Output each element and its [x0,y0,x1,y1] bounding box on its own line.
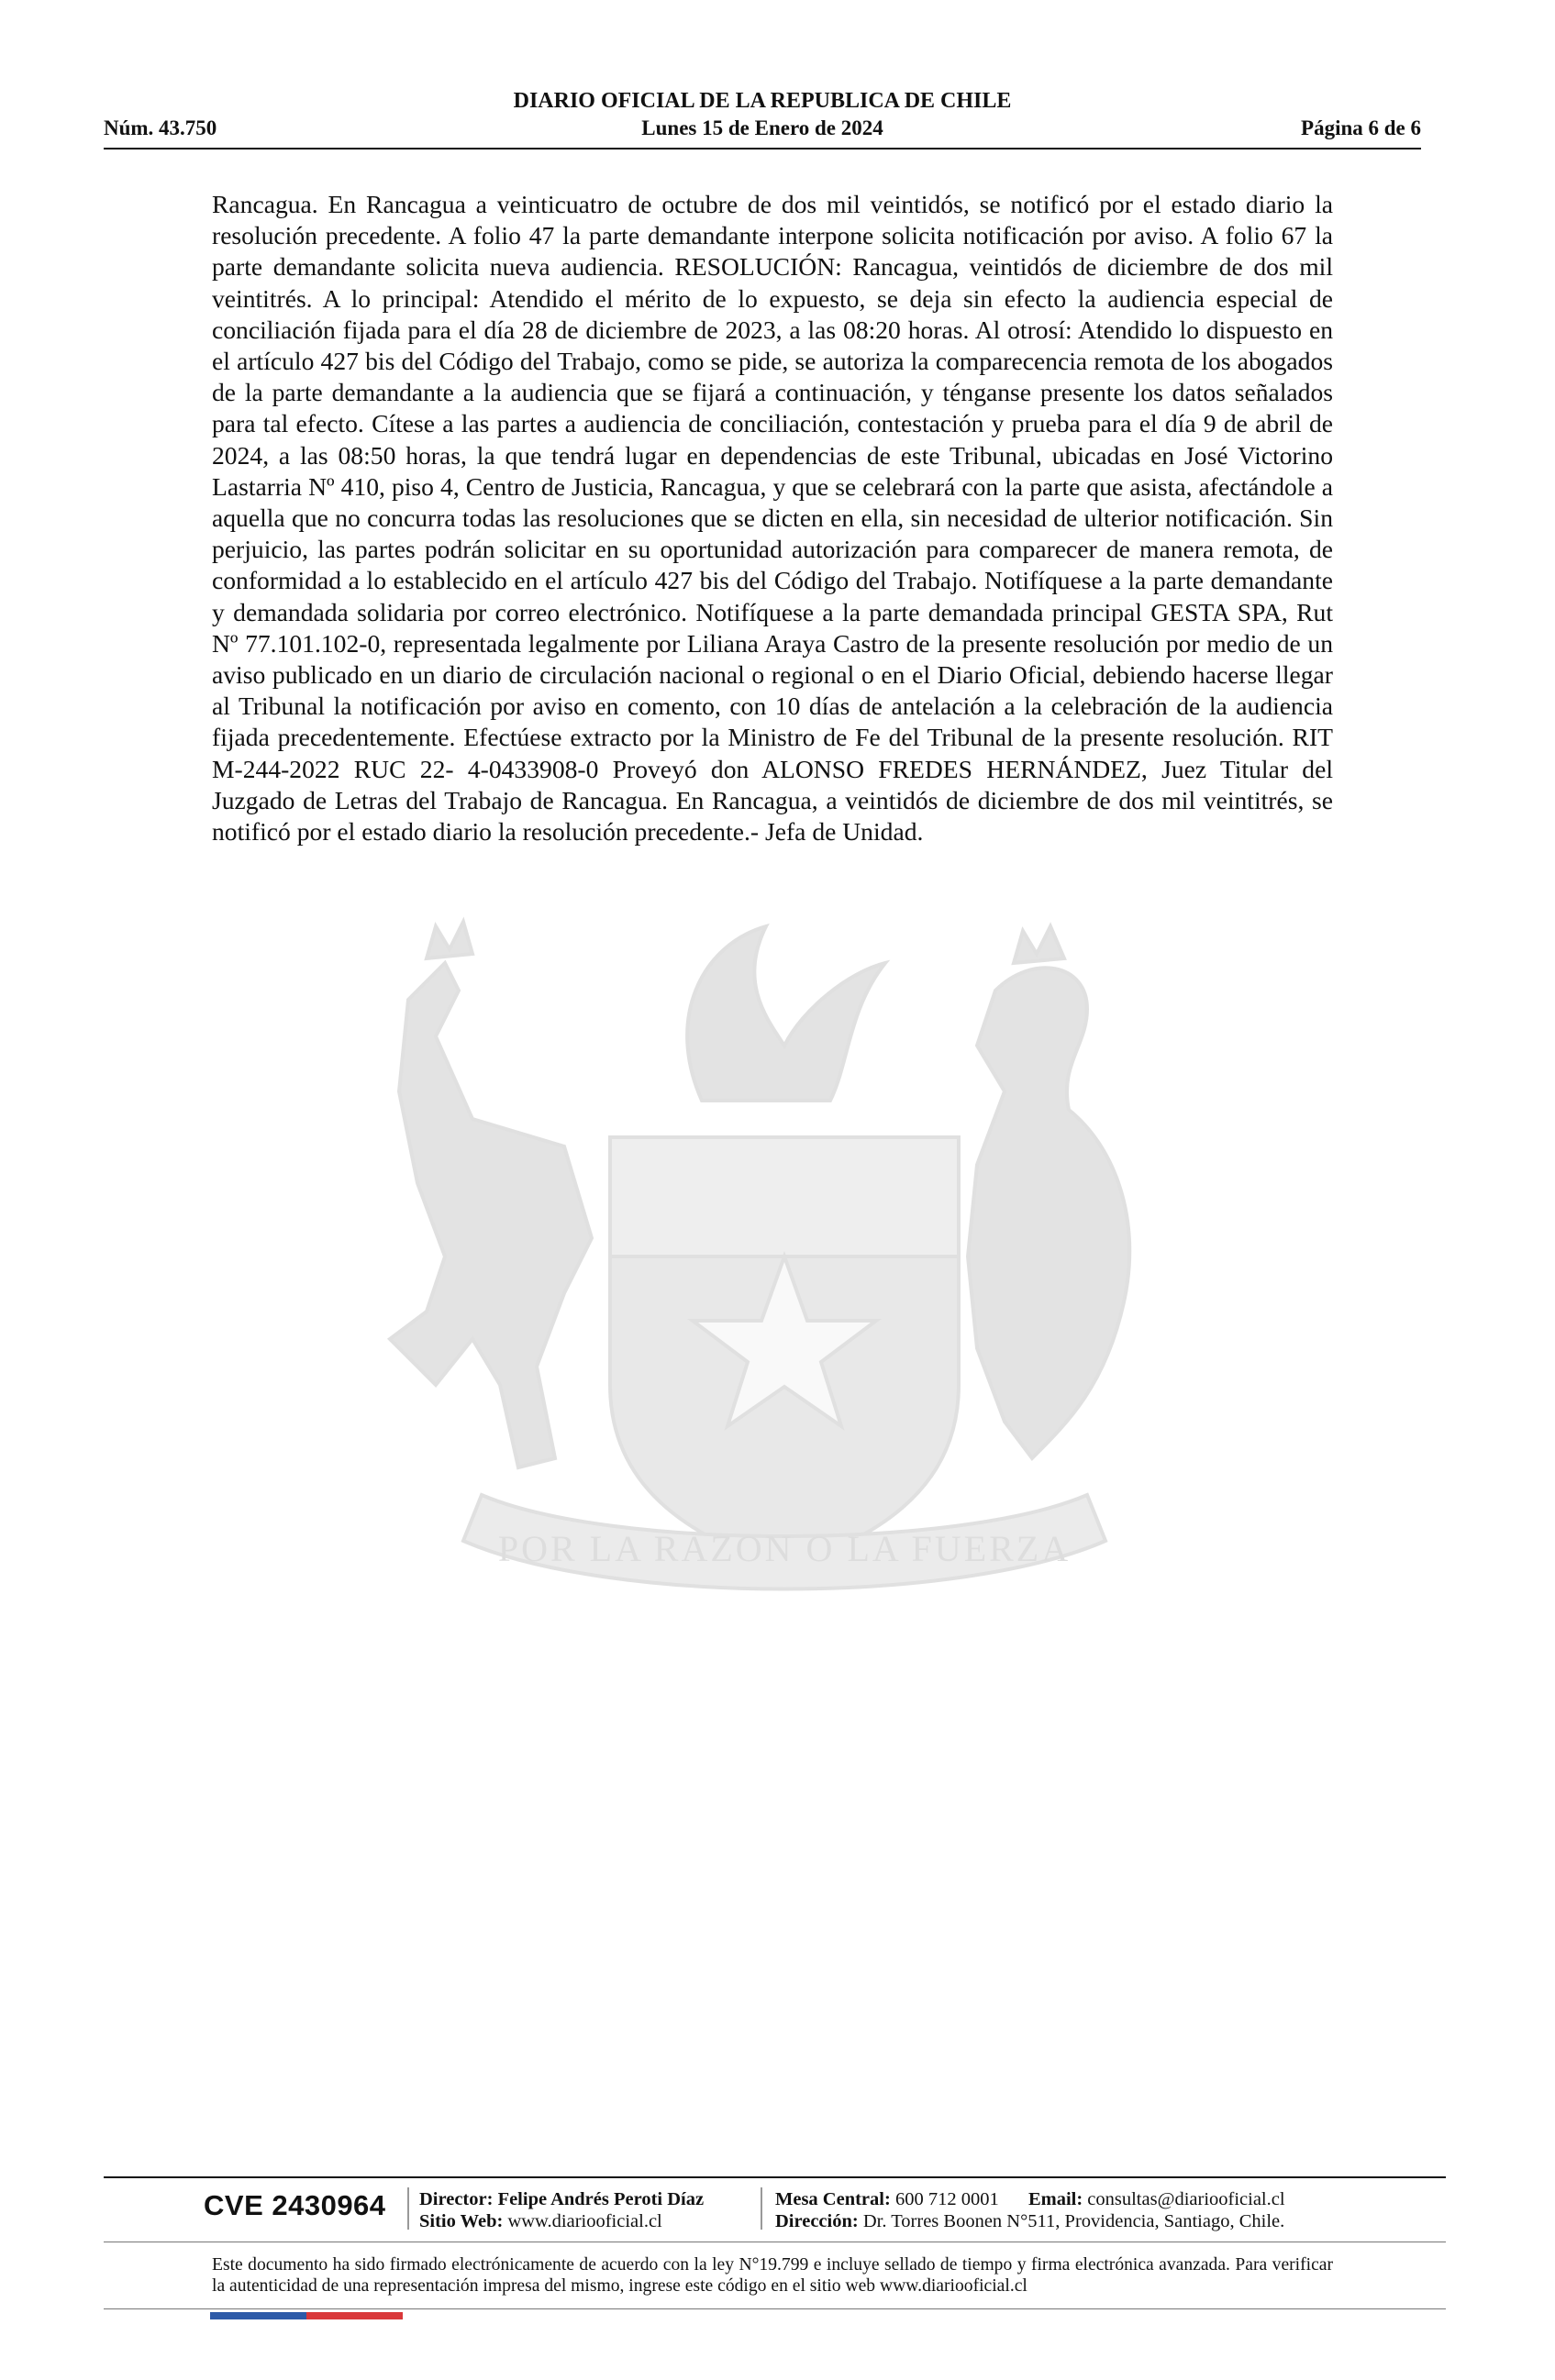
website-label: Sitio Web: [419,2211,504,2231]
issue-date: Lunes 15 de Enero de 2024 [641,116,883,139]
director-name: Felipe Andrés Peroti Díaz [497,2189,705,2209]
footer-contact-block [775,2188,1285,2232]
email-link[interactable]: consultas@diariooficial.cl [1087,2189,1285,2209]
document-body: Rancagua. En Rancagua a veinticuatro de octubre de dos mil veintidós, se notificó por el estado diario la resolución precedente. A folio 47 la parte demandante interpone solicita notificación por aviso. A folio 67 la parte demandante solicita nueva audiencia. RESOLUCIÓN: Rancagua, veintidós de diciembre de dos mil veintitrés. A lo principal: Atendido el mérito de lo expuesto, se deja sin efecto la audiencia especial de conciliación fijada para el día 28 de diciembre de 2023, a las 08:20 horas. Al otrosí: Atendido lo dispuesto en el artículo 427 bis del Código del Trabajo, como se pide, se autoriza la comparecencia remota de los abogados de la parte demandante a la audiencia que se fijará a continuación, y ténganse presente los datos señalados para tal efecto. Cítese a las partes a audiencia de conciliación, contestación y prueba para el día 9 de abril de 2024, a las 08:50 horas, la que tendrá lugar en dependencias de este Tribunal, ubicadas en José Victorino Lastarria Nº 410, piso 4, Centro de Justicia, Rancagua, y que se celebrará con la parte que asista, afectándole a aquella que no concurra todas las resoluciones que se dicten en ella, sin necesidad de ulterior notificación. Sin perjuicio, las partes podrán solicitar en su oportunidad autorización para comparecer de manera remota, de conformidad a lo establecido en el artículo 427 bis del Código del Trabajo. Notifíquese a la parte demandante y demandada solidaria por correo electrónico. Notifíquese a la parte demandada principal GESTA SPA, Rut Nº 77.101.102-0, representada legalmente por Liliana Araya Castro de la presente resolución por medio de un aviso publicado en un diario de circulación nacional o regional o en el Diario Oficial, debiendo hacerse llegar al Tribunal la notificación por aviso en comento, con 10 días de antelación a la celebración de la audiencia fijada precedentemente. Efectúese extracto por la Ministro de Fe del Tribunal de la presente resolución. RIT M-244-2022 RUC 22- 4-0433908-0 Proveyó don ALONSO FREDES HERNÁNDEZ, Juez Titular del Juzgado de Letras del Trabajo de Rancagua. En Rancagua, a veintidós de diciembre de dos mil veintitrés, se notificó por el estado diario la resolución precedente.- Jefa de Unidad. [212,190,1333,847]
coat-of-arms-watermark [335,908,1234,1633]
coat-of-arms-motto: POR LA RAZON O LA FUERZA [497,1528,1072,1569]
flag-color-bar [210,2312,403,2319]
footer-director-block [419,2188,704,2232]
address-line [775,2210,1285,2232]
footer-bottom-divider [104,2308,1446,2309]
website-link[interactable]: www.diariooficial.cl [507,2211,662,2231]
publication-title: DIARIO OFICIAL DE LA REPUBLICA DE CHILE [513,89,1012,113]
page-header [104,88,1421,152]
footer-top-divider [104,2176,1446,2178]
email-label: Email: [1027,2189,1083,2209]
cve-code: CVE 2430964 [204,2189,386,2221]
address-label: Dirección: [775,2211,859,2231]
footer-separator [407,2187,409,2230]
address-value: Dr. Torres Boonen N°511, Providencia, Santiago, Chile. [862,2211,1285,2231]
director-label: Director: [419,2189,494,2209]
phone-label: Mesa Central: [775,2189,891,2209]
signature-notice: Este documento ha sido firmado electrónicamente de acuerdo con la ley N°19.799 e incluye sellado de tiempo y firma electrónica avanzada. Para verificar la autenticidad de una representación impresa del mismo, ingrese este código en el sitio web www.diariooficial.cl [212,2255,1333,2296]
flag-blue-segment [210,2312,306,2319]
footer-separator [761,2187,762,2230]
director-line [419,2188,704,2210]
issue-number: Núm. 43.750 [104,116,217,139]
phone-email-line [775,2188,1285,2210]
page-number: Página 6 de 6 [1301,116,1421,139]
header-divider [104,148,1421,149]
website-line [419,2210,704,2232]
phone-value: 600 712 0001 [894,2189,999,2209]
flag-red-segment [306,2312,403,2319]
